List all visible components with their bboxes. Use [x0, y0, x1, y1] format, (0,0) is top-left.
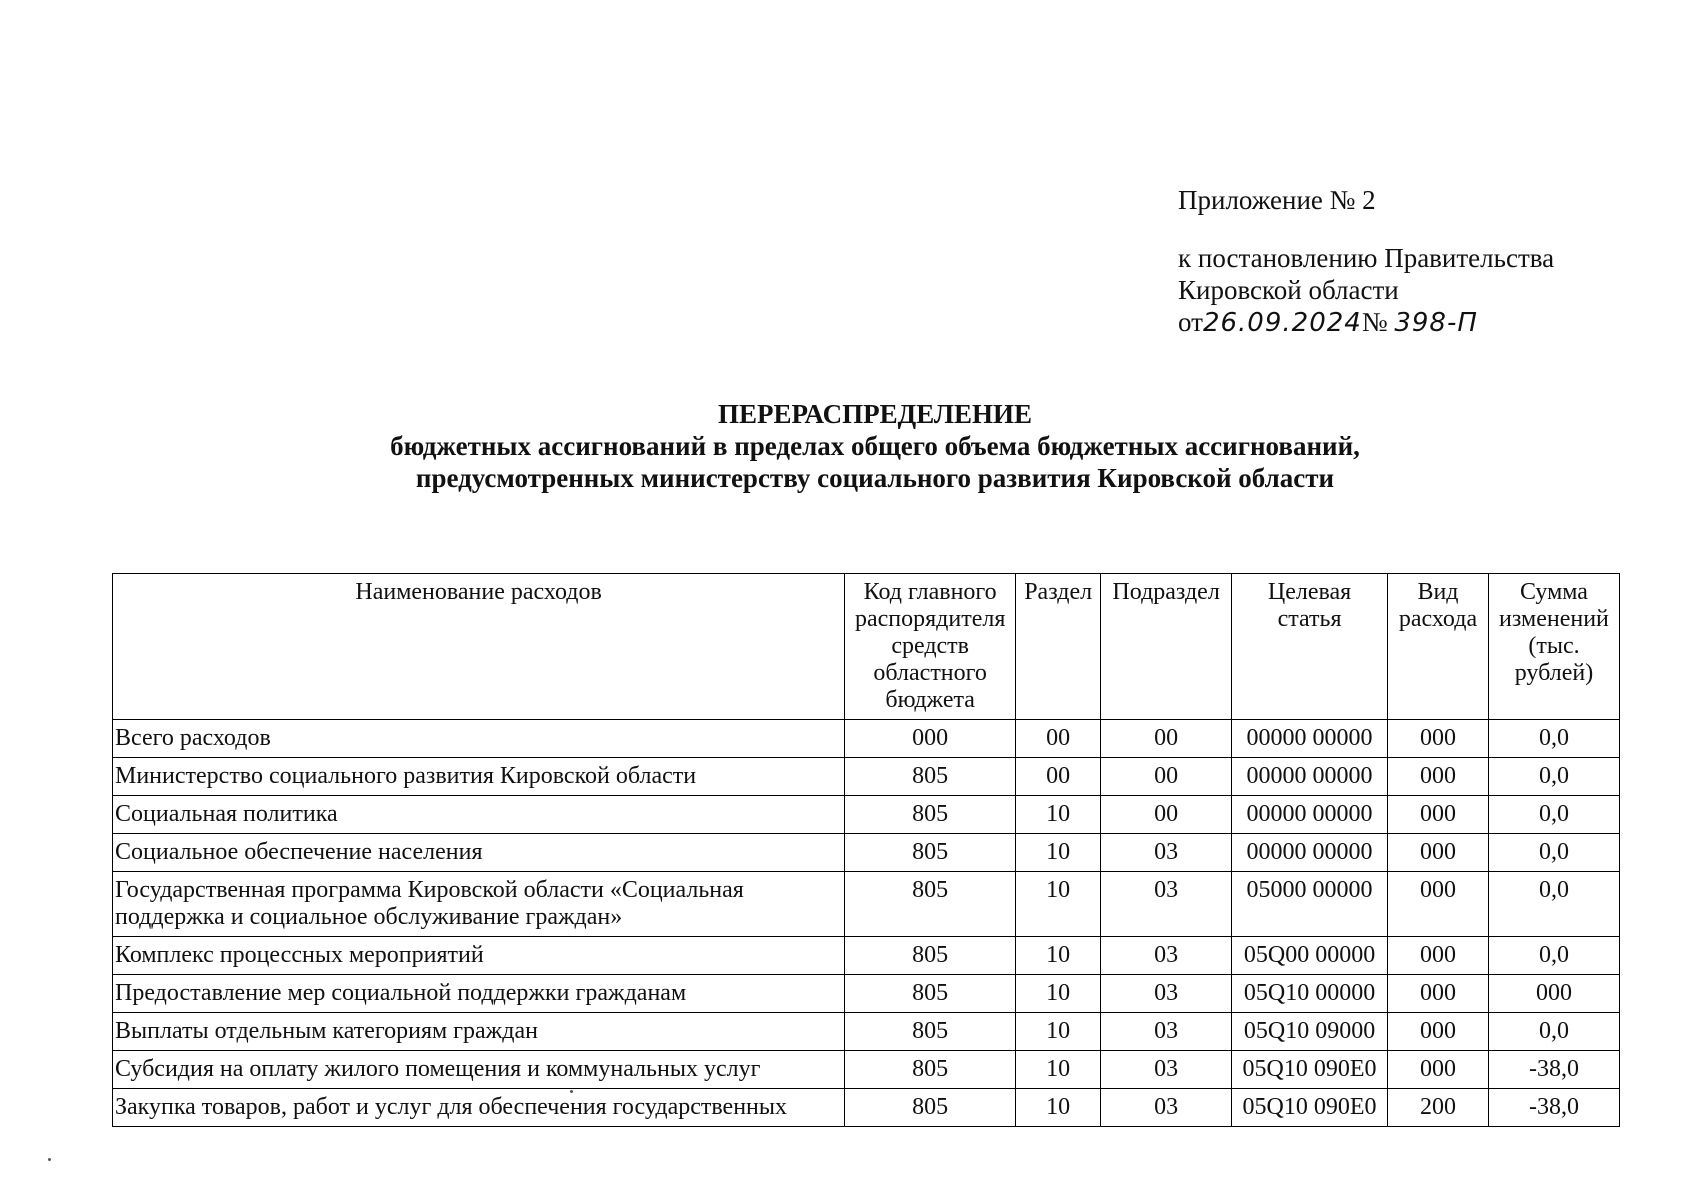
cell-kind: 000: [1388, 796, 1489, 834]
cell-code: 805: [845, 975, 1016, 1013]
cell-sum: 000: [1488, 975, 1619, 1013]
cell-name: Социальное обеспечение населения: [113, 834, 845, 872]
cell-target: 00000 00000: [1232, 796, 1388, 834]
appendix-date-line: [1178, 306, 1554, 339]
cell-target: 05Q10 09000: [1232, 1013, 1388, 1051]
cell-subsection: 00: [1101, 796, 1232, 834]
cell-section: 10: [1016, 1051, 1101, 1089]
handwritten-number: 398-П: [1394, 308, 1478, 338]
table-row: [113, 937, 1620, 975]
appendix-block: [1178, 184, 1554, 339]
cell-code: 805: [845, 834, 1016, 872]
scan-speck: [48, 1158, 51, 1161]
cell-code: 805: [845, 1013, 1016, 1051]
table-row: [113, 834, 1620, 872]
cell-subsection: 03: [1101, 872, 1232, 937]
number-sign: №: [1361, 307, 1388, 337]
cell-kind: 000: [1388, 834, 1489, 872]
cell-target: 05000 00000: [1232, 872, 1388, 937]
cell-sum: 0,0: [1488, 758, 1619, 796]
cell-section: 00: [1016, 758, 1101, 796]
cell-name: Социальная политика: [113, 796, 845, 834]
cell-name: Предоставление мер социальной поддержки гражданам: [113, 975, 845, 1013]
cell-subsection: 00: [1101, 720, 1232, 758]
header-name: Наименование расходов: [113, 574, 845, 720]
header-kind: Вид расхода: [1388, 574, 1489, 720]
cell-kind: 200: [1388, 1089, 1489, 1127]
table-row: [113, 758, 1620, 796]
header-target: Целевая статья: [1232, 574, 1388, 720]
header-code: Код главного распорядителя средств областного бюджета: [845, 574, 1016, 720]
table-row: [113, 1089, 1620, 1127]
cell-name: Государственная программа Кировской области «Социальная поддержка и социальное обслуживание граждан»: [113, 872, 845, 937]
cell-subsection: 03: [1101, 975, 1232, 1013]
cell-subsection: 03: [1101, 834, 1232, 872]
cell-sum: 0,0: [1488, 796, 1619, 834]
cell-name: Всего расходов: [113, 720, 845, 758]
cell-sum: 0,0: [1488, 937, 1619, 975]
cell-sum: 0,0: [1488, 1013, 1619, 1051]
cell-section: 10: [1016, 834, 1101, 872]
table-row: [113, 1051, 1620, 1089]
cell-target: 00000 00000: [1232, 720, 1388, 758]
heading-title: ПЕРЕРАСПРЕДЕЛЕНИЕ: [717, 399, 1033, 429]
table-row: [113, 720, 1620, 758]
document-heading: [0, 398, 1697, 494]
cell-sum: 0,0: [1488, 834, 1619, 872]
cell-sum: 0,0: [1488, 872, 1619, 937]
header-sum: Сумма изменений (тыс. рублей): [1488, 574, 1619, 720]
cell-sum: 0,0: [1488, 720, 1619, 758]
cell-kind: 000: [1388, 758, 1489, 796]
cell-code: 805: [845, 1089, 1016, 1127]
cell-target: 00000 00000: [1232, 758, 1388, 796]
cell-kind: 000: [1388, 937, 1489, 975]
heading-subtitle-2: предусмотренных министерству социального развития Кировской области: [415, 463, 1335, 493]
cell-target: 05Q00 00000: [1232, 937, 1388, 975]
cell-kind: 000: [1388, 872, 1489, 937]
table-row: [113, 1013, 1620, 1051]
cell-subsection: 00: [1101, 758, 1232, 796]
cell-target: 05Q10 090E0: [1232, 1051, 1388, 1089]
cell-kind: 000: [1388, 720, 1489, 758]
table-row: [113, 975, 1620, 1013]
cell-section: 10: [1016, 1013, 1101, 1051]
table-row: [113, 796, 1620, 834]
header-subsection: Подраздел: [1101, 574, 1232, 720]
cell-subsection: 03: [1101, 937, 1232, 975]
cell-name: Выплаты отдельным категориям граждан: [113, 1013, 845, 1051]
cell-name: Комплекс процессных мероприятий: [113, 937, 845, 975]
cell-kind: 000: [1388, 1013, 1489, 1051]
cell-code: 805: [845, 796, 1016, 834]
cell-code: 805: [845, 758, 1016, 796]
heading-subtitle-1: бюджетных ассигнований в пределах общего объема бюджетных ассигнований,: [390, 431, 1360, 461]
cell-target: 00000 00000: [1232, 834, 1388, 872]
cell-name: Министерство социального развития Кировской области: [113, 758, 845, 796]
cell-section: 10: [1016, 937, 1101, 975]
date-prefix: от: [1178, 307, 1203, 337]
cell-section: 10: [1016, 975, 1101, 1013]
appendix-line-2: Кировской области: [1178, 275, 1399, 305]
cell-section: 10: [1016, 1089, 1101, 1127]
handwritten-date: 26.09.2024: [1202, 308, 1362, 338]
cell-sum: -38,0: [1488, 1089, 1619, 1127]
cell-code: 805: [845, 1051, 1016, 1089]
cell-code: 805: [845, 937, 1016, 975]
cell-name: Закупка товаров, работ и услуг для обеспечения государственных: [113, 1089, 845, 1127]
appendix-line-1: к постановлению Правительства: [1178, 243, 1555, 273]
cell-target: 05Q10 00000: [1232, 975, 1388, 1013]
cell-sum: -38,0: [1488, 1051, 1619, 1089]
cell-target: 05Q10 090E0: [1232, 1089, 1388, 1127]
cell-section: 00: [1016, 720, 1101, 758]
table-row: [113, 872, 1620, 937]
cell-subsection: 03: [1101, 1089, 1232, 1127]
cell-section: 10: [1016, 796, 1101, 834]
table-header-row: [113, 574, 1620, 720]
budget-table: [112, 573, 1620, 1127]
cell-subsection: 03: [1101, 1013, 1232, 1051]
cell-code: 805: [845, 872, 1016, 937]
cell-name: Субсидия на оплату жилого помещения и коммунальных услуг: [113, 1051, 845, 1089]
cell-code: 000: [845, 720, 1016, 758]
header-section: Раздел: [1016, 574, 1101, 720]
cell-section: 10: [1016, 872, 1101, 937]
cell-kind: 000: [1388, 1051, 1489, 1089]
cell-kind: 000: [1388, 975, 1489, 1013]
appendix-title: Приложение № 2: [1178, 185, 1376, 215]
cell-subsection: 03: [1101, 1051, 1232, 1089]
scan-speck: [570, 1090, 573, 1093]
